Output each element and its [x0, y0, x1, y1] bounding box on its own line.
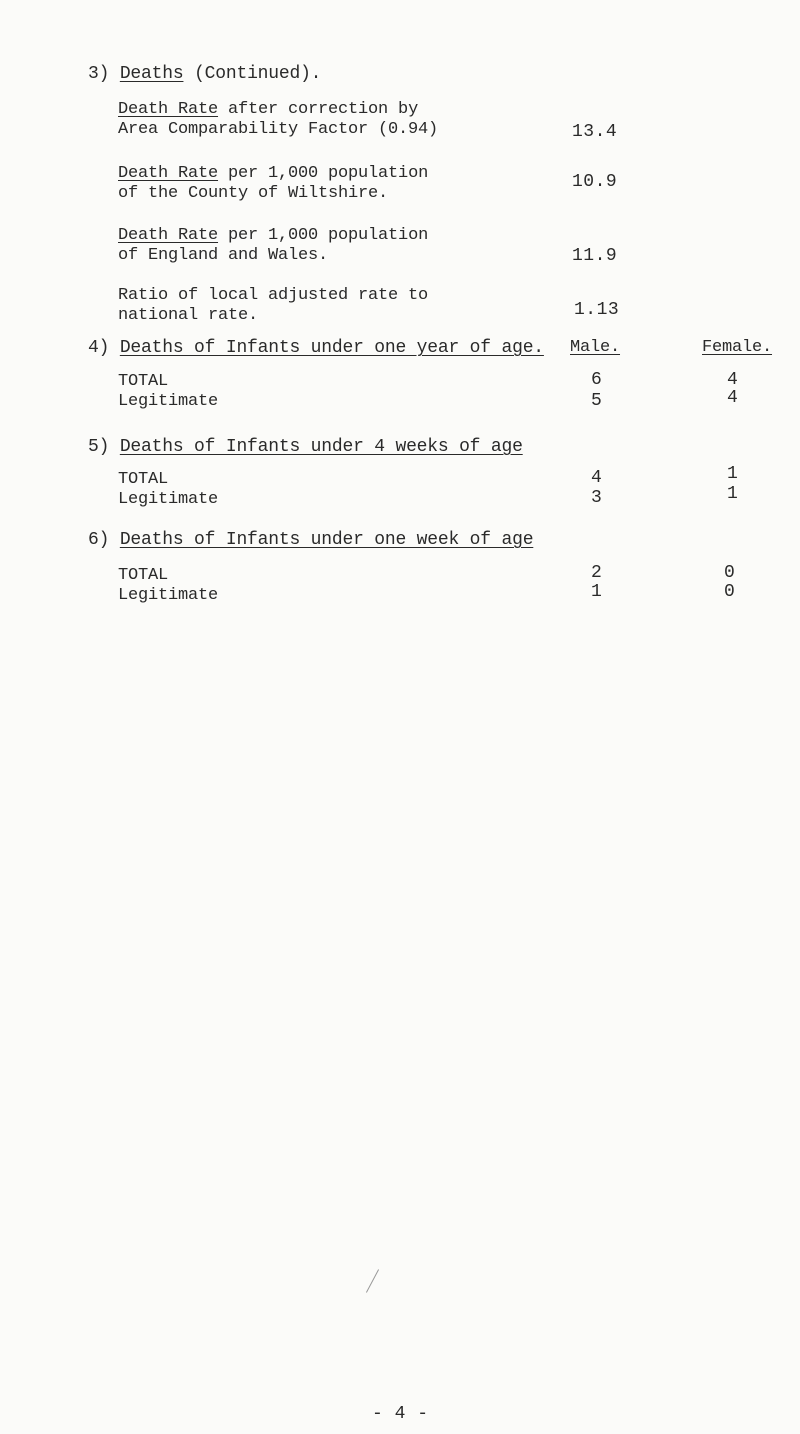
death-rate-national-label — [118, 226, 428, 266]
label-text: per 1,000 population — [218, 226, 429, 245]
death-rate-county-label — [118, 164, 428, 204]
section-title: Deaths — [119, 64, 184, 84]
section-6-heading — [88, 530, 533, 550]
pencil-mark — [366, 1269, 379, 1292]
section-number: 4) — [88, 338, 110, 358]
section-number: 6) — [88, 530, 110, 550]
section-number: 3) — [88, 64, 110, 84]
row-label-total: TOTAL — [118, 470, 169, 489]
male-legitimate-value: 3 — [591, 488, 603, 508]
male-legitimate-value: 5 — [591, 391, 603, 411]
female-total-value: 4 — [727, 370, 739, 390]
section-title: Deaths of Infants under 4 weeks of age — [119, 437, 523, 457]
death-rate-national-value: 11.9 — [572, 246, 618, 266]
label-underlined: Death Rate — [118, 226, 219, 245]
death-rate-corrected-value: 13.4 — [572, 122, 618, 142]
female-legitimate-value: 0 — [724, 582, 736, 602]
label-text: per 1,000 population — [218, 164, 429, 183]
label-underlined: Death Rate — [118, 164, 219, 183]
death-rate-corrected-label — [118, 100, 438, 140]
label-line2: Area Comparability Factor (0.94) — [118, 120, 439, 139]
male-total-value: 4 — [591, 468, 603, 488]
label-line2: of England and Wales. — [118, 246, 329, 265]
section-title: Deaths of Infants under one week of age — [119, 530, 534, 550]
section-3-heading — [88, 64, 321, 84]
female-legitimate-value: 1 — [727, 484, 739, 504]
label-underlined: Death Rate — [118, 100, 219, 119]
ratio-value: 1.13 — [574, 300, 620, 320]
male-total-value: 2 — [591, 563, 603, 583]
row-label-total: TOTAL — [118, 372, 169, 391]
male-total-value: 6 — [591, 370, 603, 390]
death-rate-county-value: 10.9 — [572, 172, 618, 192]
label-text: after correction by — [218, 100, 419, 119]
column-header-male: Male. — [570, 338, 621, 357]
page-number: - 4 - — [372, 1404, 429, 1424]
ratio-label — [118, 286, 428, 326]
male-legitimate-value: 1 — [591, 582, 603, 602]
row-label-total: TOTAL — [118, 566, 169, 585]
section-4-heading — [88, 338, 544, 358]
label-line2: of the County of Wiltshire. — [118, 184, 389, 203]
row-label-legitimate: Legitimate — [118, 586, 219, 605]
female-total-value: 1 — [727, 464, 739, 484]
label-line2: national rate. — [118, 306, 259, 325]
row-label-legitimate: Legitimate — [118, 490, 219, 509]
column-header-female: Female. — [702, 338, 773, 357]
female-total-value: 0 — [724, 563, 736, 583]
section-5-heading — [88, 437, 523, 457]
label-text: Ratio of local adjusted rate to — [118, 286, 429, 305]
section-title: Deaths of Infants under one year of age. — [119, 338, 544, 358]
female-legitimate-value: 4 — [727, 388, 739, 408]
section-number: 5) — [88, 437, 110, 457]
section-title-suffix: (Continued). — [194, 64, 322, 84]
row-label-legitimate: Legitimate — [118, 392, 219, 411]
